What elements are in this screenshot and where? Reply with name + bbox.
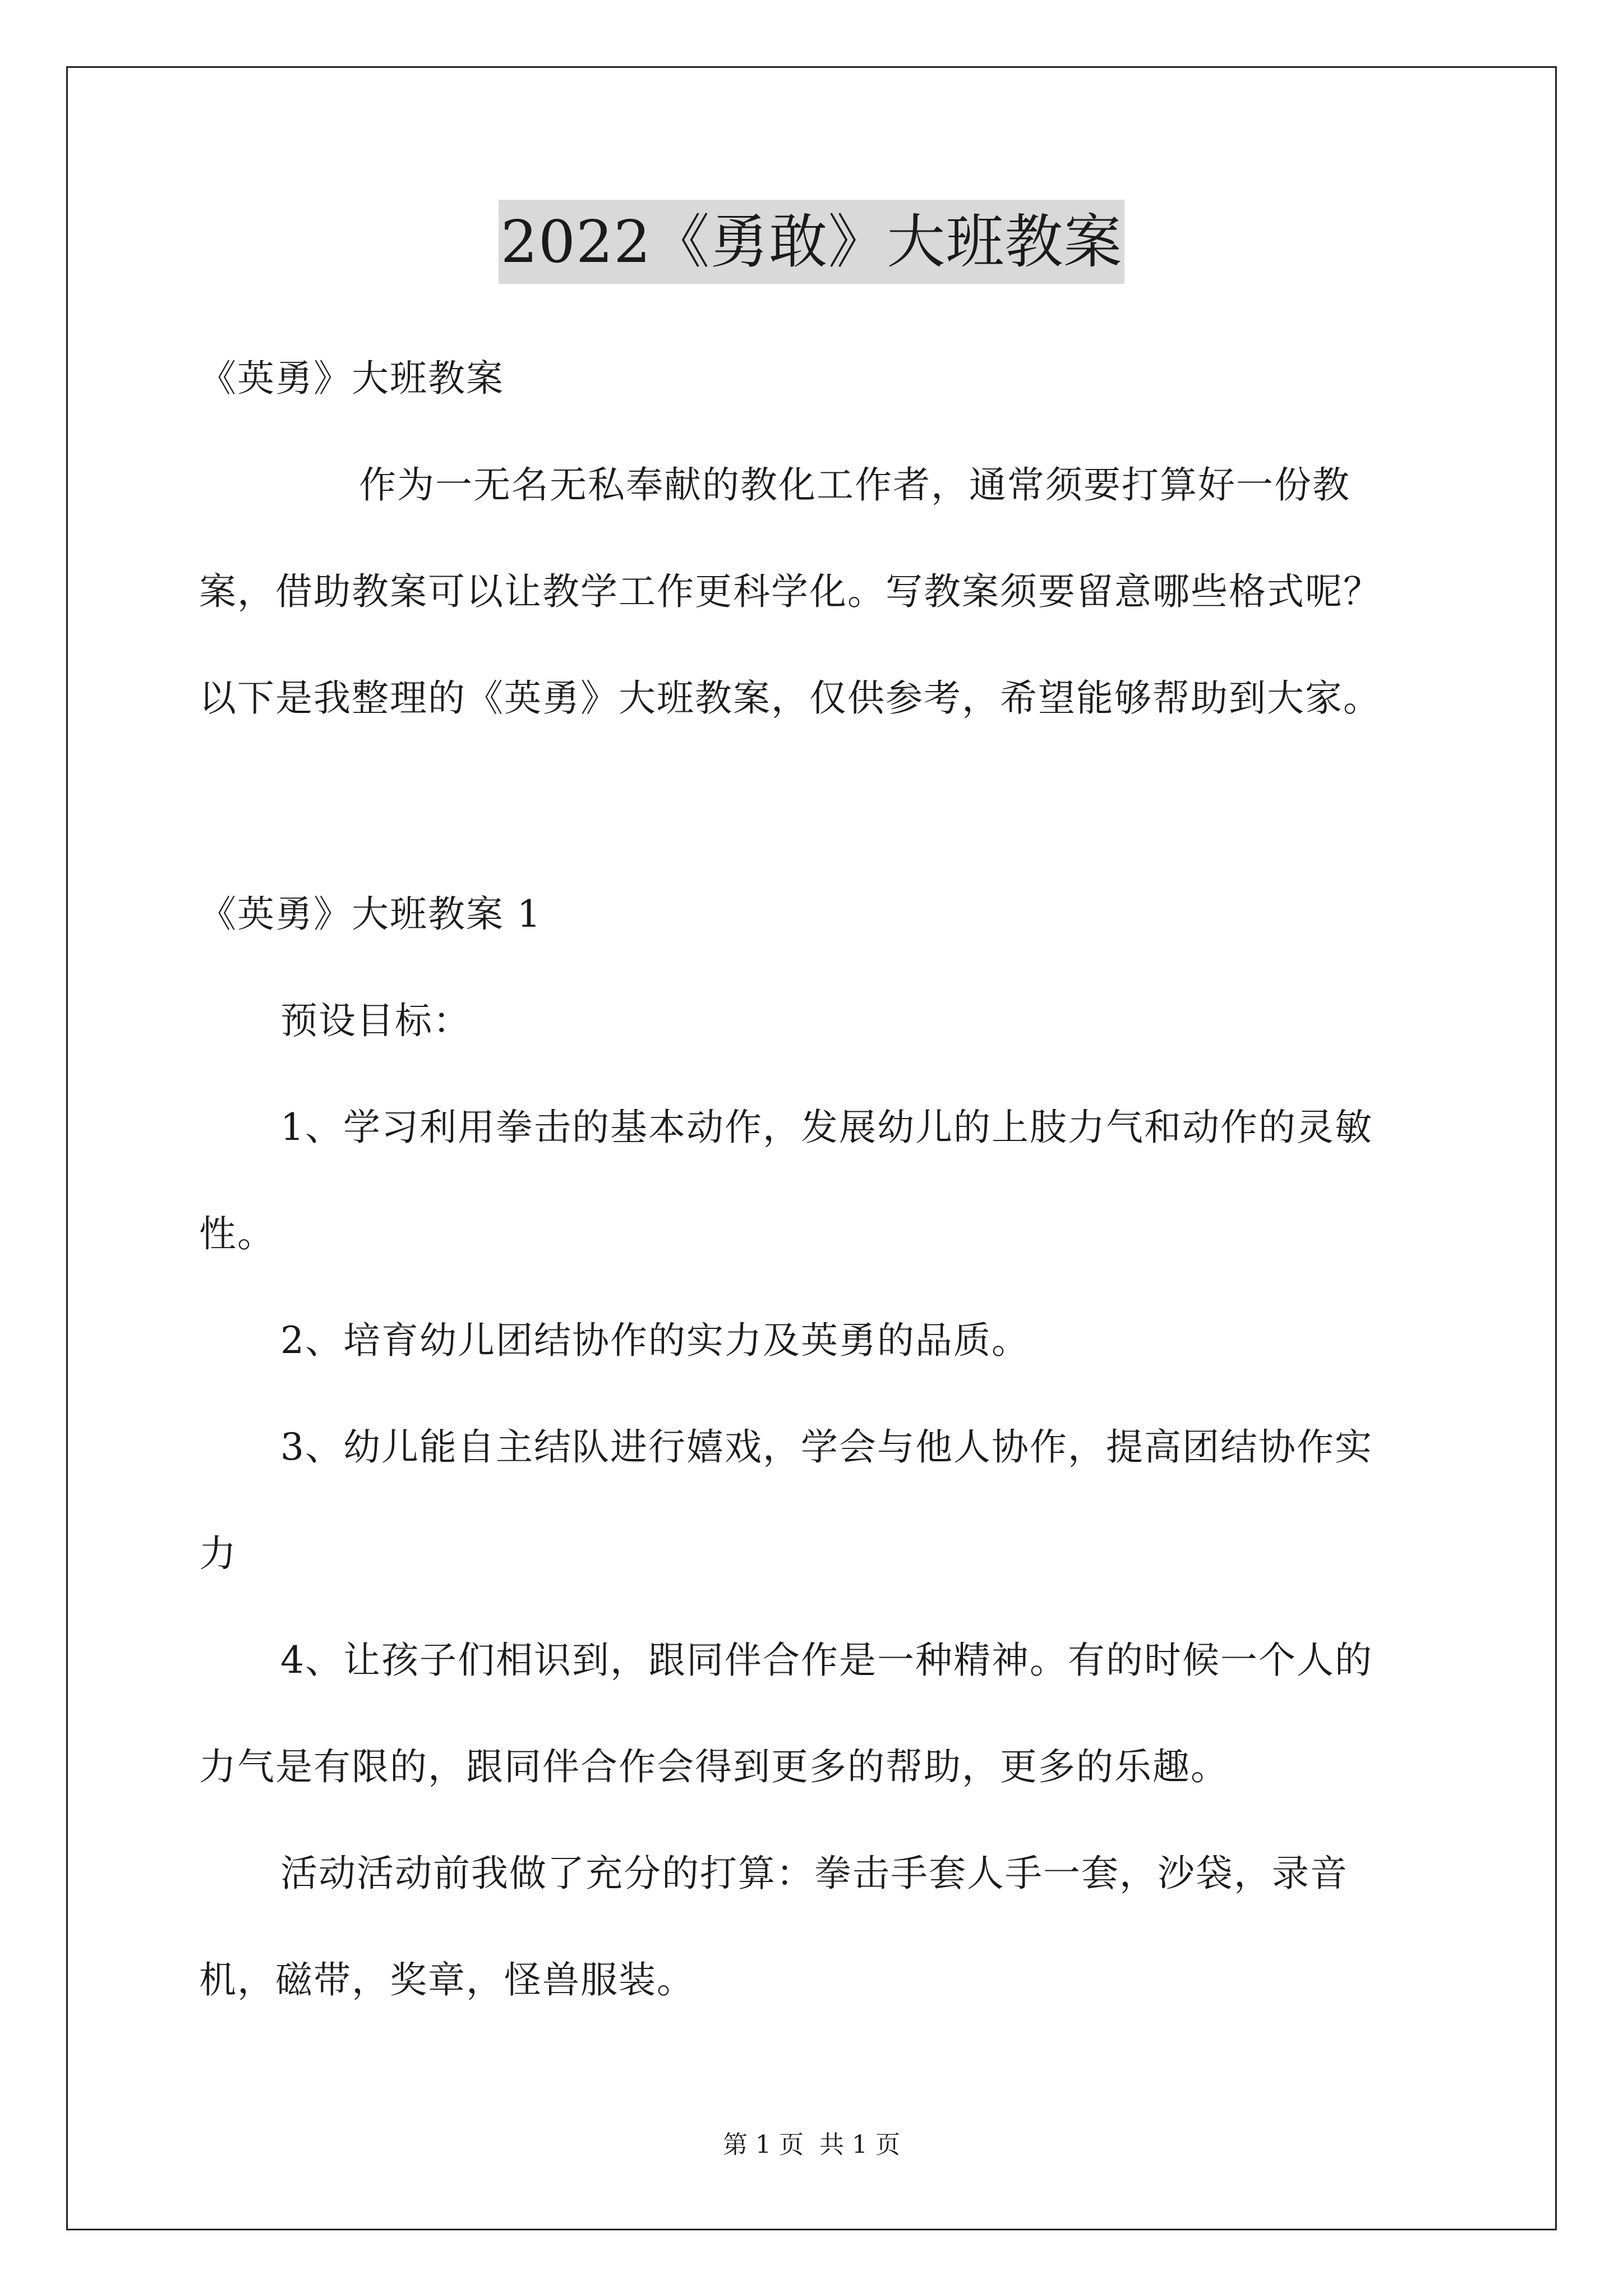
- subtitle-line: 《英勇》大班教案: [199, 357, 504, 400]
- paragraph-line: 案，借助教案可以让教学工作更科学化。写教案须要留意哪些格式呢？: [199, 570, 1381, 613]
- paragraph-line: 2、培育幼儿团结协作的实力及英勇的品质。: [280, 1319, 1030, 1362]
- section-heading: 《英勇》大班教案 1: [199, 892, 542, 936]
- page-number: 第 1 页: [723, 2131, 804, 2159]
- paragraph-line: 机，磁带，奖章，怪兽服装。: [199, 1958, 695, 2001]
- paragraph-line: 力气是有限的，跟同伴合作会得到更多的帮助，更多的乐趣。: [199, 1745, 1229, 1788]
- paragraph-line: 1、学习利用拳击的基本动作，发展幼儿的上肢力气和动作的灵敏: [280, 1106, 1373, 1149]
- paragraph-line: 活动活动前我做了充分的打算：拳击手套人手一套，沙袋，录音: [280, 1852, 1348, 1895]
- document-title: 2022《勇敢》大班教案: [499, 200, 1125, 284]
- paragraph-line: 力: [199, 1532, 237, 1575]
- paragraph-line: 3、幼儿能自主结队进行嬉戏，学会与他人协作，提高团结协作实: [280, 1425, 1373, 1469]
- page-total: 共 1 页: [819, 2131, 900, 2159]
- paragraph-line: 以下是我整理的《英勇》大班教案，仅供参考，希望能够帮助到大家。: [199, 677, 1381, 720]
- paragraph-line: 预设目标：: [280, 999, 471, 1042]
- paragraph-line: 性。: [199, 1212, 275, 1255]
- page-footer: [0, 2128, 1623, 2162]
- paragraph-line: 作为一无名无私奉献的教化工作者，通常须要打算好一份教: [359, 463, 1350, 507]
- title-container: [0, 200, 1623, 284]
- paragraph-line: 4、让孩子们相识到，跟同伴合作是一种精神。有的时候一个人的: [280, 1639, 1373, 1682]
